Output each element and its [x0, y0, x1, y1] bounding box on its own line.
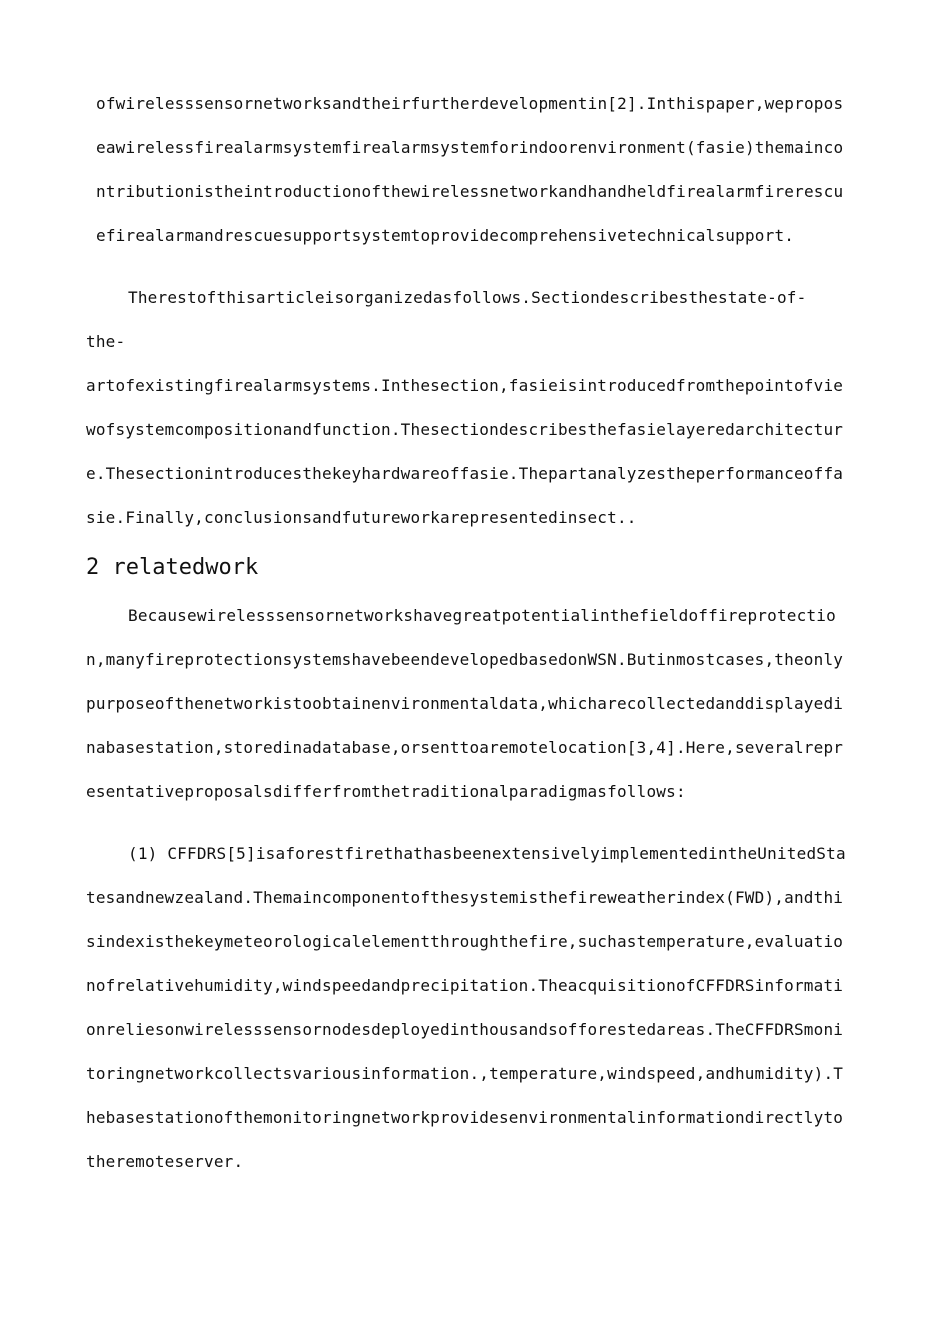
text-line: onreliesonwirelesssensornodesdeployedinthousandsofforestedareas.TheCFFDRSmoni: [86, 1020, 844, 1039]
text-line: esentativeproposalsdifferfromthetraditionalparadigmasfollows:: [86, 782, 686, 801]
text-line: sindexisthekeymeteorologicalelementthroughthefire,suchastemperature,evaluatio: [86, 932, 844, 951]
text-line: the-: [86, 332, 126, 351]
paragraph-cffdrs: [86, 832, 868, 1184]
text-line: ofwirelesssensornetworksandtheirfurtherdevelopmentin[2].Inthispaper,wepropos: [96, 94, 844, 113]
text-line: (1) CFFDRS[5]isaforestfirethathasbeenextensivelyimplementedintheUnitedSta: [128, 844, 846, 863]
text-line: artofexistingfirealarmsystems.Inthesection,fasieisintroducedfromthepointofvie: [86, 376, 844, 395]
text-line: n,manyfireprotectionsystemshavebeendevelopedbasedonWSN.Butinmostcases,theonly: [86, 650, 844, 669]
text-line: purposeofthenetworkistoobtainenvironmentaldata,whicharecollectedanddisplayedi: [86, 694, 844, 713]
text-line: ntributionistheintroductionofthewirelessnetworkandhandheldfirealarmfirerescu: [96, 182, 844, 201]
paragraph-organization: [86, 276, 868, 540]
text-line: wofsystemcompositionandfunction.Thesectiondescribesthefasielayeredarchitectur: [86, 420, 844, 439]
document-page: [86, 82, 868, 1184]
text-line: hebasestationofthemonitoringnetworkprovidesenvironmentalinformationdirectlyto: [86, 1108, 844, 1127]
text-line: eawirelessfirealarmsystemfirealarmsystemforindoorenvironment(fasie)themainco: [96, 138, 844, 157]
section-heading: 2 relatedwork: [86, 555, 259, 580]
paragraph-related-intro: [86, 594, 868, 814]
text-line: nofrelativehumidity,windspeedandprecipitation.TheacquisitionofCFFDRSinformati: [86, 976, 844, 995]
text-line: sie.Finally,conclusionsandfutureworkarepresentedinsect..: [86, 508, 637, 527]
text-line: theremoteserver.: [86, 1152, 244, 1171]
text-line: e.Thesectionintroducesthekeyhardwareoffasie.Thepartanalyzestheperformanceoffa: [86, 464, 844, 483]
text-line: Becausewirelesssensornetworkshavegreatpotentialinthefieldoffireprotectio: [128, 606, 836, 625]
text-line: Therestofthisarticleisorganizedasfollows.Sectiondescribesthestate-of-: [128, 288, 807, 307]
text-line: toringnetworkcollectsvariousinformation.,temperature,windspeed,andhumidity).T: [86, 1064, 844, 1083]
text-line: tesandnewzealand.Themaincomponentofthesystemisthefireweatherindex(FWD),andthi: [86, 888, 844, 907]
text-line: nabasestation,storedinadatabase,orsenttoaremotelocation[3,4].Here,severalrepr: [86, 738, 844, 757]
paragraph-intro-continued: [86, 82, 868, 258]
text-line: efirealarmandrescuesupportsystemtoprovidecomprehensivetechnicalsupport.: [96, 226, 795, 245]
